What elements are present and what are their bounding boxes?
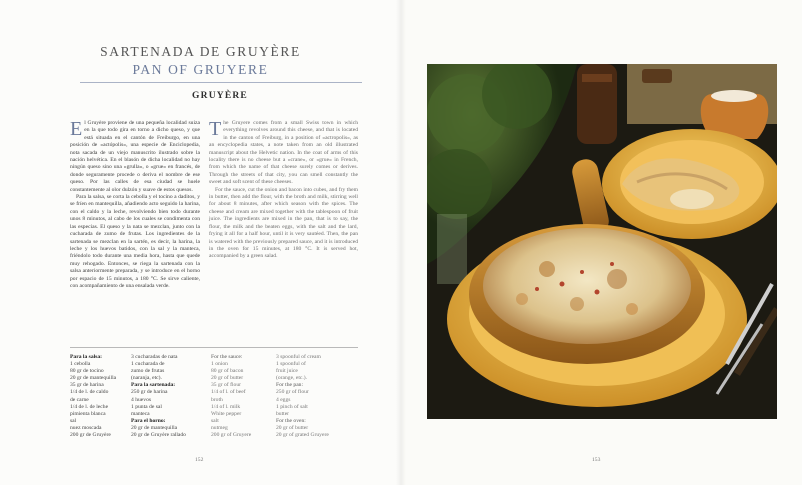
ingredients-divider: [70, 347, 358, 348]
recipe-title-english: PAN OF GRUYERE: [132, 62, 269, 77]
ingredient-line: 80 gr de tocino: [70, 368, 104, 375]
ingredient-line: 1 spoonful of: [276, 361, 306, 368]
english-paragraph-1-text: he Gruyere comes from a small Swiss town in which everything revolves around this cheese, and that is located in the canton of Freiburg, in a position of «actropolis», as an encyclopedia states, a note taken from an old illustrated manuscript about the Helvetic nation. In the coat of arms of this locality there is no cheese but a «crane», or «grue» in French, from which the name of that cheese surely comes or derives. Through the streets of that city, you can smell constantly the sweet and soft scent of these cheeses.: [209, 120, 358, 186]
ingredient-line: 35 gr of flour: [211, 382, 241, 389]
ingredient-line: 1 cebolla: [70, 361, 91, 368]
dropcap-spanish: E: [70, 118, 83, 140]
spanish-paragraph-1-text: l Gruyère proviene de una pequeña localidad suiza en la que todo gira en torno a dicho queso, y que está situada en el cantón de Freiburgo, en una posición de «actópolis», una especie de Enciclopedia, nota sacada de un viejo manuscrito ilustrado sobre la nación helvética. En el blasón de dicha localidad no hay ningún queso sino una «grulla», o «grue» en francés, de donde seguramente procede o deriva el nombre de ese queso. Por las calles de esa ciudad se huele constantemente al olor dulzón y suave de estos quesos.: [70, 120, 200, 193]
ingredient-line: manteca: [131, 410, 150, 417]
ingredient-line: 80 gr of bacon: [211, 368, 244, 375]
book-gutter: [396, 0, 406, 485]
ingredient-line: 20 gr of butter: [276, 424, 309, 431]
ingredients-spanish-column-1: [70, 354, 116, 439]
spanish-paragraph-1: [70, 120, 200, 194]
ingredient-line: butter: [276, 410, 290, 417]
ingredients-english-column-1: [211, 354, 251, 439]
ingredient-line: nuez moscada: [70, 424, 102, 431]
ingredient-line: salt: [211, 417, 219, 424]
ingredient-line: 3 spoonful of cream: [276, 354, 321, 360]
ingredient-line: 20 gr de Gruyère rallado: [131, 432, 186, 439]
recipe-title-spanish: SARTENADA DE GRUYÈRE: [100, 44, 301, 59]
ingredient-line: 1/4 de l. de caldo: [70, 389, 109, 396]
ingredient-line: sal: [70, 417, 77, 424]
ingredient-line: 200 gr of Gruyere: [211, 432, 252, 439]
ingredient-heading: Para la sartenada:: [131, 382, 176, 389]
ingredient-line: 1 punta de sal: [131, 403, 162, 410]
ingredient-line: 3 cucharadas de nata: [131, 354, 178, 360]
ingredient-line: de carne: [70, 396, 89, 403]
ingredient-line: 4 eggs: [276, 396, 291, 403]
ingredient-line: 1/4 of l. milk: [211, 403, 241, 410]
food-photo-illustration: [427, 64, 777, 419]
ingredient-line: 200 gr de Gruyère: [70, 432, 111, 439]
food-photo: [427, 64, 777, 419]
ingredient-line: 1/4 of l. of beef: [211, 389, 246, 396]
english-paragraph-2: For the sauce, cut the onion and bacon into cubes, and fry them in butter, then add the flour, with the broth and milk, stirring well for about 8 minutes, after which season with the spices. The cheese and cream are mixed together with the tablespoon of fruit juice. The ingredients are mixed in the pan, that is to say, the flour, the milk and the beaten eggs, with the salt and the lard, frying it all for a half hour, until it is very sautéed. Then, the pan is watered with the previously prepared sauce, and it is introduced in the oven for 15 minutes, at 180 °C. It is served hot, accompanied by a green salad.: [209, 186, 358, 260]
ingredient-heading: For the pan:: [276, 382, 304, 389]
ingredient-line: 250 gr de harina: [131, 389, 168, 396]
ingredient-heading: For the sauce:: [211, 354, 243, 360]
page-number-left: 152: [195, 457, 204, 463]
ingredient-heading: Para la salsa:: [70, 354, 103, 360]
english-text-column: [209, 120, 358, 261]
ingredient-line: fruit juice: [276, 368, 298, 375]
ingredient-line: 4 huevos: [131, 396, 152, 403]
ingredient-line: 1 onion: [211, 361, 228, 368]
dropcap-english: T: [209, 118, 222, 140]
ingredient-line: 20 gr de mantequilla: [131, 424, 178, 431]
ingredient-line: 1 pinch of salt: [276, 403, 308, 410]
english-paragraph-1: [209, 120, 358, 187]
ingredient-line: White pepper: [211, 410, 242, 417]
ingredient-line: 20 gr de mantequilla: [70, 375, 117, 382]
ingredient-line: (naranja, etc).: [131, 375, 162, 382]
spanish-text-column: [70, 120, 200, 290]
ingredients-english-column-2: [276, 354, 329, 439]
title-divider: [80, 82, 362, 83]
ingredient-line: broth: [211, 396, 223, 403]
ingredient-line: 1/4 de l. de leche: [70, 403, 109, 410]
ingredient-line: nutmeg: [211, 424, 228, 431]
ingredient-line: pimienta blanca: [70, 410, 106, 417]
ingredients-spanish-column-2: [131, 354, 186, 439]
spanish-paragraph-2: Para la salsa, se corta la cebolla y el tocino a daditos, y se fríen en mantequilla, añadiendo acto seguido la harina, con el caldo y la leche, revolviendo bien todo durante unos 8 minutos, al cabo de los cuales se condimenta con las especias. El queso y la nata se mezclan, junto con la cucharada de zumo de frutas. Los ingredientes de la sartenada se mezclan en la sartén, es decir, la harina, la leche y los huevos batidos, con la sal y la manteca, friéndolo todo durante una media hora, hasta que quede muy rehogado. Entonces, se riega la sartenada con la salsa anteriormente preparada, y se introduce en el horno por espacio de 15 minutos, a 180 °C. Se sirve caliente, con acompañamiento de una ensalada verde.: [70, 194, 200, 289]
ingredient-line: 35 gr de harina: [70, 382, 104, 389]
ingredient-line: 20 gr of grated Gruyere: [276, 432, 329, 439]
ingredient-line: 20 gr of butter: [211, 375, 244, 382]
ingredient-line: 250 gr of flour: [276, 389, 309, 396]
ingredient-heading: Para el horno:: [131, 417, 166, 424]
page-number-right: 153: [592, 457, 601, 463]
ingredient-heading: For the oven:: [276, 417, 306, 424]
ingredient-line: zumo de frutas: [131, 368, 165, 375]
ingredient-line: (orange, etc.).: [276, 375, 308, 382]
ingredient-line: 1 cucharada de: [131, 361, 165, 368]
section-heading: GRUYÈRE: [192, 91, 248, 101]
